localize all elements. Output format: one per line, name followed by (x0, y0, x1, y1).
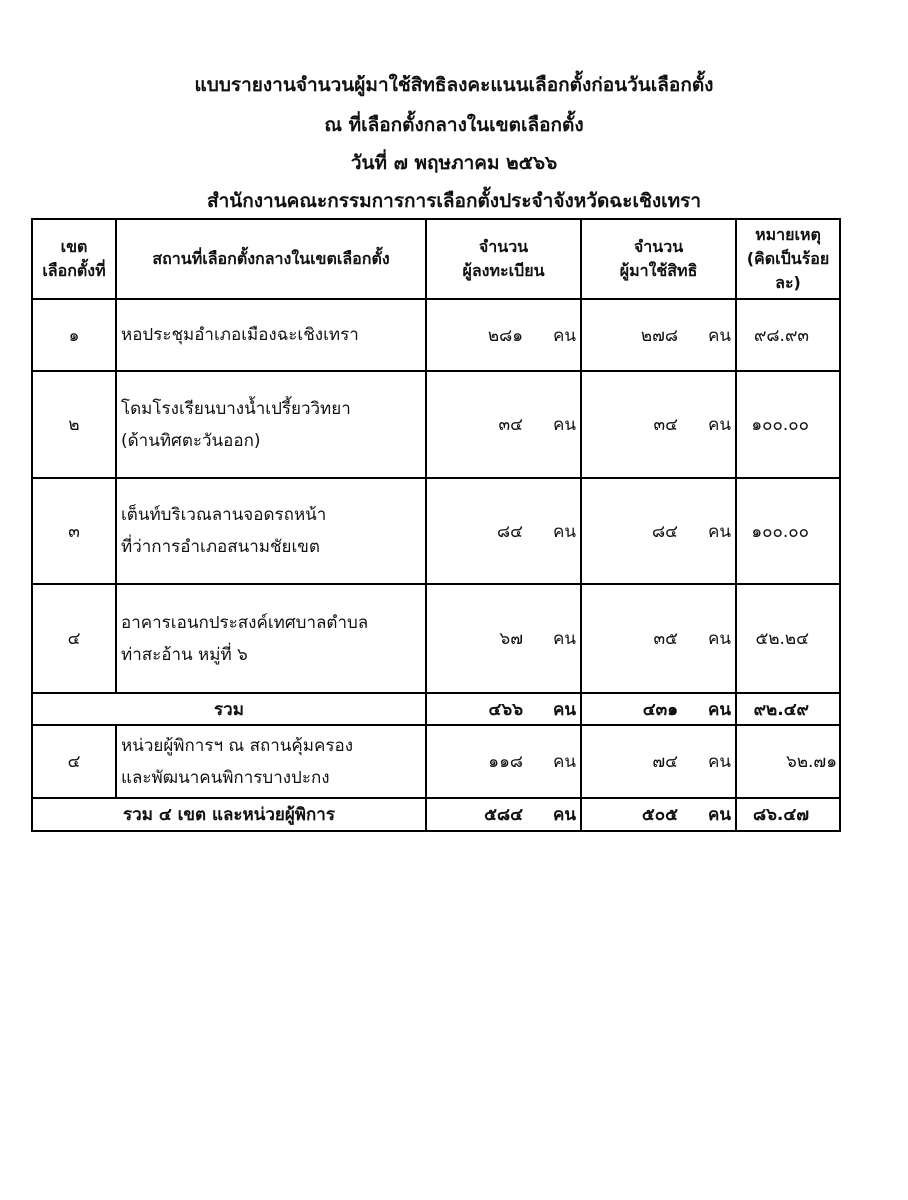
polling-place (116, 725, 426, 798)
polling-place (116, 371, 426, 478)
district-header-line2: เลือกตั้งที่ (42, 261, 106, 280)
registered-unit: คน (531, 584, 581, 693)
subtotal-voted-unit: คน (686, 693, 736, 725)
district-number: ๔ (32, 584, 116, 693)
table-row (32, 371, 840, 478)
subtotal-row (32, 693, 840, 725)
district-number: ๑ (32, 299, 116, 371)
grand-total-row (32, 798, 840, 831)
voted-header-line1: จำนวน (633, 237, 684, 256)
registered-header-line2: ผู้ลงทะเบียน (462, 261, 545, 280)
table-row (32, 584, 840, 693)
note-header-line2: (คิดเป็นร้อยละ) (746, 249, 830, 292)
polling-place-line2: ท่าสะอ้าน หมู่ที่ ๖ (121, 644, 248, 665)
report-location: ณ ที่เลือกตั้งกลางในเขตเลือกตั้ง (324, 114, 584, 136)
report-title: แบบรายงานจำนวนผู้มาใช้สิทธิลงคะแนนเลือกตั้งก่อนวันเลือกตั้ง (194, 74, 714, 96)
table-row (32, 299, 840, 371)
polling-place-line2: ที่ว่าการอำเภอสนามชัยเขต (121, 537, 320, 557)
voted-unit: คน (686, 725, 736, 798)
turnout-percent: ๖๒.๗๑ (736, 725, 840, 798)
registered-count: ๓๔ (426, 371, 531, 478)
polling-place-line1: โดมโรงเรียนบางน้ำเปรี้ยววิทยา (121, 398, 351, 419)
registered-count: ๘๔ (426, 478, 531, 584)
district-header-line1: เขต (60, 237, 88, 256)
turnout-percent: ๑๐๐.๐๐ (736, 371, 840, 478)
voter-report-table (31, 218, 841, 832)
registered-unit: คน (531, 371, 581, 478)
report-date: วันที่ ๗ พฤษภาคม ๒๕๖๖ (350, 152, 558, 174)
voted-unit: คน (686, 371, 736, 478)
disabled-unit-row (32, 725, 840, 798)
column-header-registered (426, 219, 581, 299)
registered-unit: คน (531, 725, 581, 798)
registered-count: ๑๑๘ (426, 725, 531, 798)
place-header: สถานที่เลือกตั้งกลางในเขตเลือกตั้ง (152, 249, 390, 268)
turnout-percent: ๕๒.๒๔ (736, 584, 840, 693)
polling-place (116, 299, 426, 371)
table-row (32, 478, 840, 584)
polling-place-line1: อาคารเอนกประสงค์เทศบาลตำบล (121, 612, 369, 633)
polling-place-line2: (ด้านทิศตะวันออก) (121, 430, 261, 451)
subtotal-registered-unit: คน (531, 693, 581, 725)
registered-header-line1: จำนวน (478, 237, 529, 256)
grand-total-label: รวม ๔ เขต และหน่วยผู้พิการ (32, 798, 426, 831)
turnout-percent: ๙๘.๙๓ (736, 299, 840, 371)
grand-total-voted-unit: คน (686, 798, 736, 831)
column-header-district (32, 219, 116, 299)
subtotal-label: รวม (32, 693, 426, 725)
voted-count: ๘๔ (581, 478, 686, 584)
subtotal-registered: ๔๖๖ (426, 693, 531, 725)
district-number: ๔ (32, 725, 116, 798)
grand-total-voted: ๕๐๕ (581, 798, 686, 831)
registered-unit: คน (531, 478, 581, 584)
grand-total-registered-unit: คน (531, 798, 581, 831)
polling-place-line1: หน่วยผู้พิการฯ ณ สถานคุ้มครอง (121, 735, 354, 756)
polling-place (116, 584, 426, 693)
column-header-place (116, 219, 426, 299)
voted-unit: คน (686, 478, 736, 584)
report-office: สำนักงานคณะกรรมการการเลือกตั้งประจำจังหวัดฉะเชิงเทรา (206, 190, 702, 212)
polling-place (116, 478, 426, 584)
turnout-percent: ๑๐๐.๐๐ (736, 478, 840, 584)
registered-count: ๖๗ (426, 584, 531, 693)
column-header-voted (581, 219, 736, 299)
registered-unit: คน (531, 299, 581, 371)
grand-total-percent: ๘๖.๔๗ (736, 798, 840, 831)
voted-count: ๒๗๘ (581, 299, 686, 371)
voted-count: ๓๔ (581, 371, 686, 478)
voted-count: ๓๕ (581, 584, 686, 693)
column-header-note (736, 219, 840, 299)
voted-unit: คน (686, 299, 736, 371)
polling-place-line2: และพัฒนาคนพิการบางปะกง (121, 767, 330, 788)
grand-total-registered: ๕๘๔ (426, 798, 531, 831)
subtotal-percent: ๙๒.๔๙ (736, 693, 840, 725)
voted-count: ๗๔ (581, 725, 686, 798)
note-header-line1: หมายเหตุ (755, 225, 821, 244)
registered-count: ๒๘๑ (426, 299, 531, 371)
district-number: ๓ (32, 478, 116, 584)
polling-place-line1: เต็นท์บริเวณลานจอดรถหน้า (121, 505, 327, 525)
polling-place-line1: หอประชุมอำเภอเมืองฉะเชิงเทรา (121, 325, 359, 345)
voted-header-line2: ผู้มาใช้สิทธิ (619, 261, 698, 280)
subtotal-voted: ๔๓๑ (581, 693, 686, 725)
table-header-row (32, 219, 840, 299)
district-number: ๒ (32, 371, 116, 478)
voted-unit: คน (686, 584, 736, 693)
